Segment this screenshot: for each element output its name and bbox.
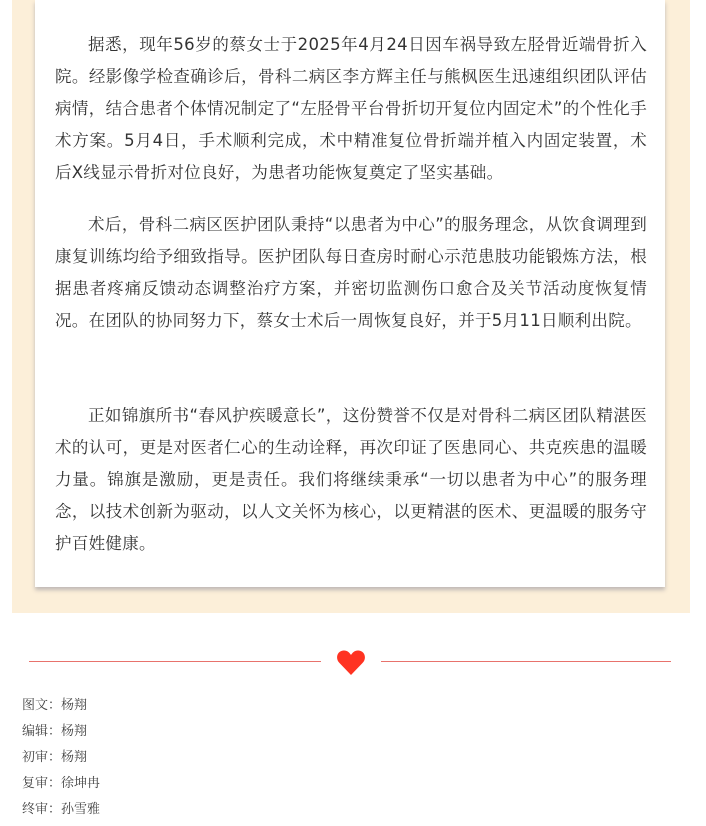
- credit-label: 初审：: [22, 750, 62, 765]
- credit-row-first-review: [22, 745, 100, 771]
- article-frame: [12, 0, 690, 613]
- credit-name: 徐坤冉: [61, 776, 101, 791]
- credit-row-second-review: [22, 771, 100, 797]
- heart-icon: [336, 649, 366, 676]
- credit-name: 杨翔: [61, 724, 88, 739]
- credit-row-text-image: [22, 693, 100, 719]
- article-paragraph-1: 据悉，现年56岁的蔡女士于2025年4月24日因车祸导致左胫骨近端骨折入院。经影像学检查确诊后，骨科二病区李方辉主任与熊枫医生迅速组织团队评估病情，结合患者个体情况制定了“左胫骨平台骨折切开复位内固定术”的个性化手术方案。5月4日，手术顺利完成，术中精准复位骨折端并植入内固定装置，术后X线显示骨折对位良好，为患者功能恢复奠定了坚实基础。: [55, 35, 647, 182]
- article-card: [35, 0, 665, 587]
- credit-row-final-review: [22, 797, 100, 823]
- credits-list: [22, 693, 100, 823]
- article-paragraph-2: 术后，骨科二病区医护团队秉持“以患者为中心”的服务理念，从饮食调理到康复训练均给予细致指导。医护团队每日查房时耐心示范患肢功能锻炼方法，根据患者疼痛反馈动态调整治疗方案，并密切监测伤口愈合及关节活动度恢复情况。在团队的协同努力下，蔡女士术后一周恢复良好，并于5月11日顺利出院。: [55, 215, 647, 330]
- credit-name: 孙雪雅: [61, 802, 101, 817]
- divider-line-left: [29, 661, 321, 662]
- credit-label: 编辑：: [22, 724, 62, 739]
- credit-label: 复审：: [22, 776, 62, 791]
- divider-line-right: [381, 661, 671, 662]
- credit-label: 终审：: [22, 802, 62, 817]
- article-paragraph-3: 正如锦旗所书“春风护疾暖意长”，这份赞誉不仅是对骨科二病区团队精湛医术的认可，更是对医者仁心的生动诠释，再次印证了医患同心、共克疾患的温暖力量。锦旗是激励，更是责任。我们将继续秉承“一切以患者为中心”的服务理念，以技术创新为驱动，以人文关怀为核心，以更精湛的医术、更温暖的服务守护百姓健康。: [55, 406, 647, 553]
- heart-divider: [0, 640, 706, 684]
- credit-name: 杨翔: [61, 750, 88, 765]
- credit-row-editor: [22, 719, 100, 745]
- credit-label: 图文：: [22, 698, 62, 713]
- credit-name: 杨翔: [61, 698, 88, 713]
